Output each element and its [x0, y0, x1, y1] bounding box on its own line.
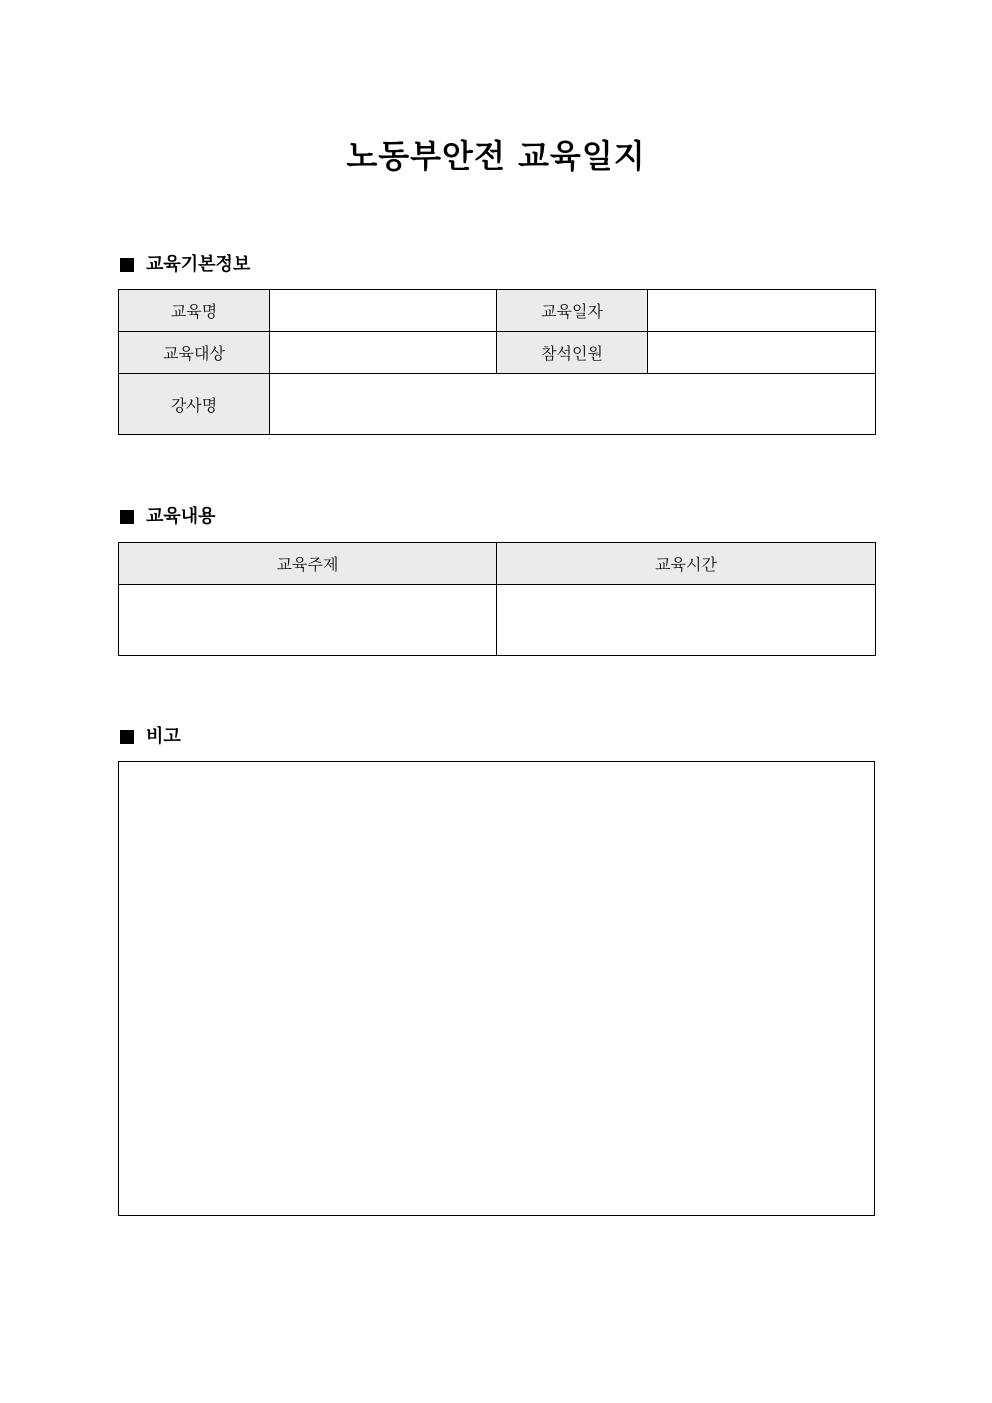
instructor-label: 강사명 [119, 374, 270, 435]
document-title: 노동부안전 교육일지 [346, 137, 646, 175]
topic-header: 교육주제 [119, 543, 497, 585]
attendees-label: 참석인원 [497, 332, 648, 374]
target-field[interactable] [270, 332, 497, 374]
basic-info-table [118, 289, 876, 435]
date-field[interactable] [648, 290, 876, 332]
table-row [119, 585, 876, 656]
remarks-field[interactable] [118, 761, 875, 1216]
course-name-label: 교육명 [119, 290, 270, 332]
section-heading-remarks [120, 725, 181, 749]
time-header: 교육시간 [497, 543, 876, 585]
target-label: 교육대상 [119, 332, 270, 374]
section-title: 교육기본정보 [146, 254, 251, 275]
section-title: 비고 [146, 726, 181, 747]
attendees-field[interactable] [648, 332, 876, 374]
section-heading-content [120, 505, 216, 529]
instructor-field[interactable] [270, 374, 876, 435]
section-title: 교육내용 [146, 506, 216, 527]
section-heading-basic-info [120, 253, 250, 277]
content-table [118, 542, 876, 656]
table-row [119, 332, 876, 374]
topic-field[interactable] [119, 585, 497, 656]
time-field[interactable] [497, 585, 876, 656]
date-label: 교육일자 [497, 290, 648, 332]
table-row [119, 374, 876, 435]
table-row [119, 290, 876, 332]
square-bullet-icon [120, 258, 134, 272]
course-name-field[interactable] [270, 290, 497, 332]
table-header-row [119, 543, 876, 585]
square-bullet-icon [120, 730, 134, 744]
square-bullet-icon [120, 510, 134, 524]
